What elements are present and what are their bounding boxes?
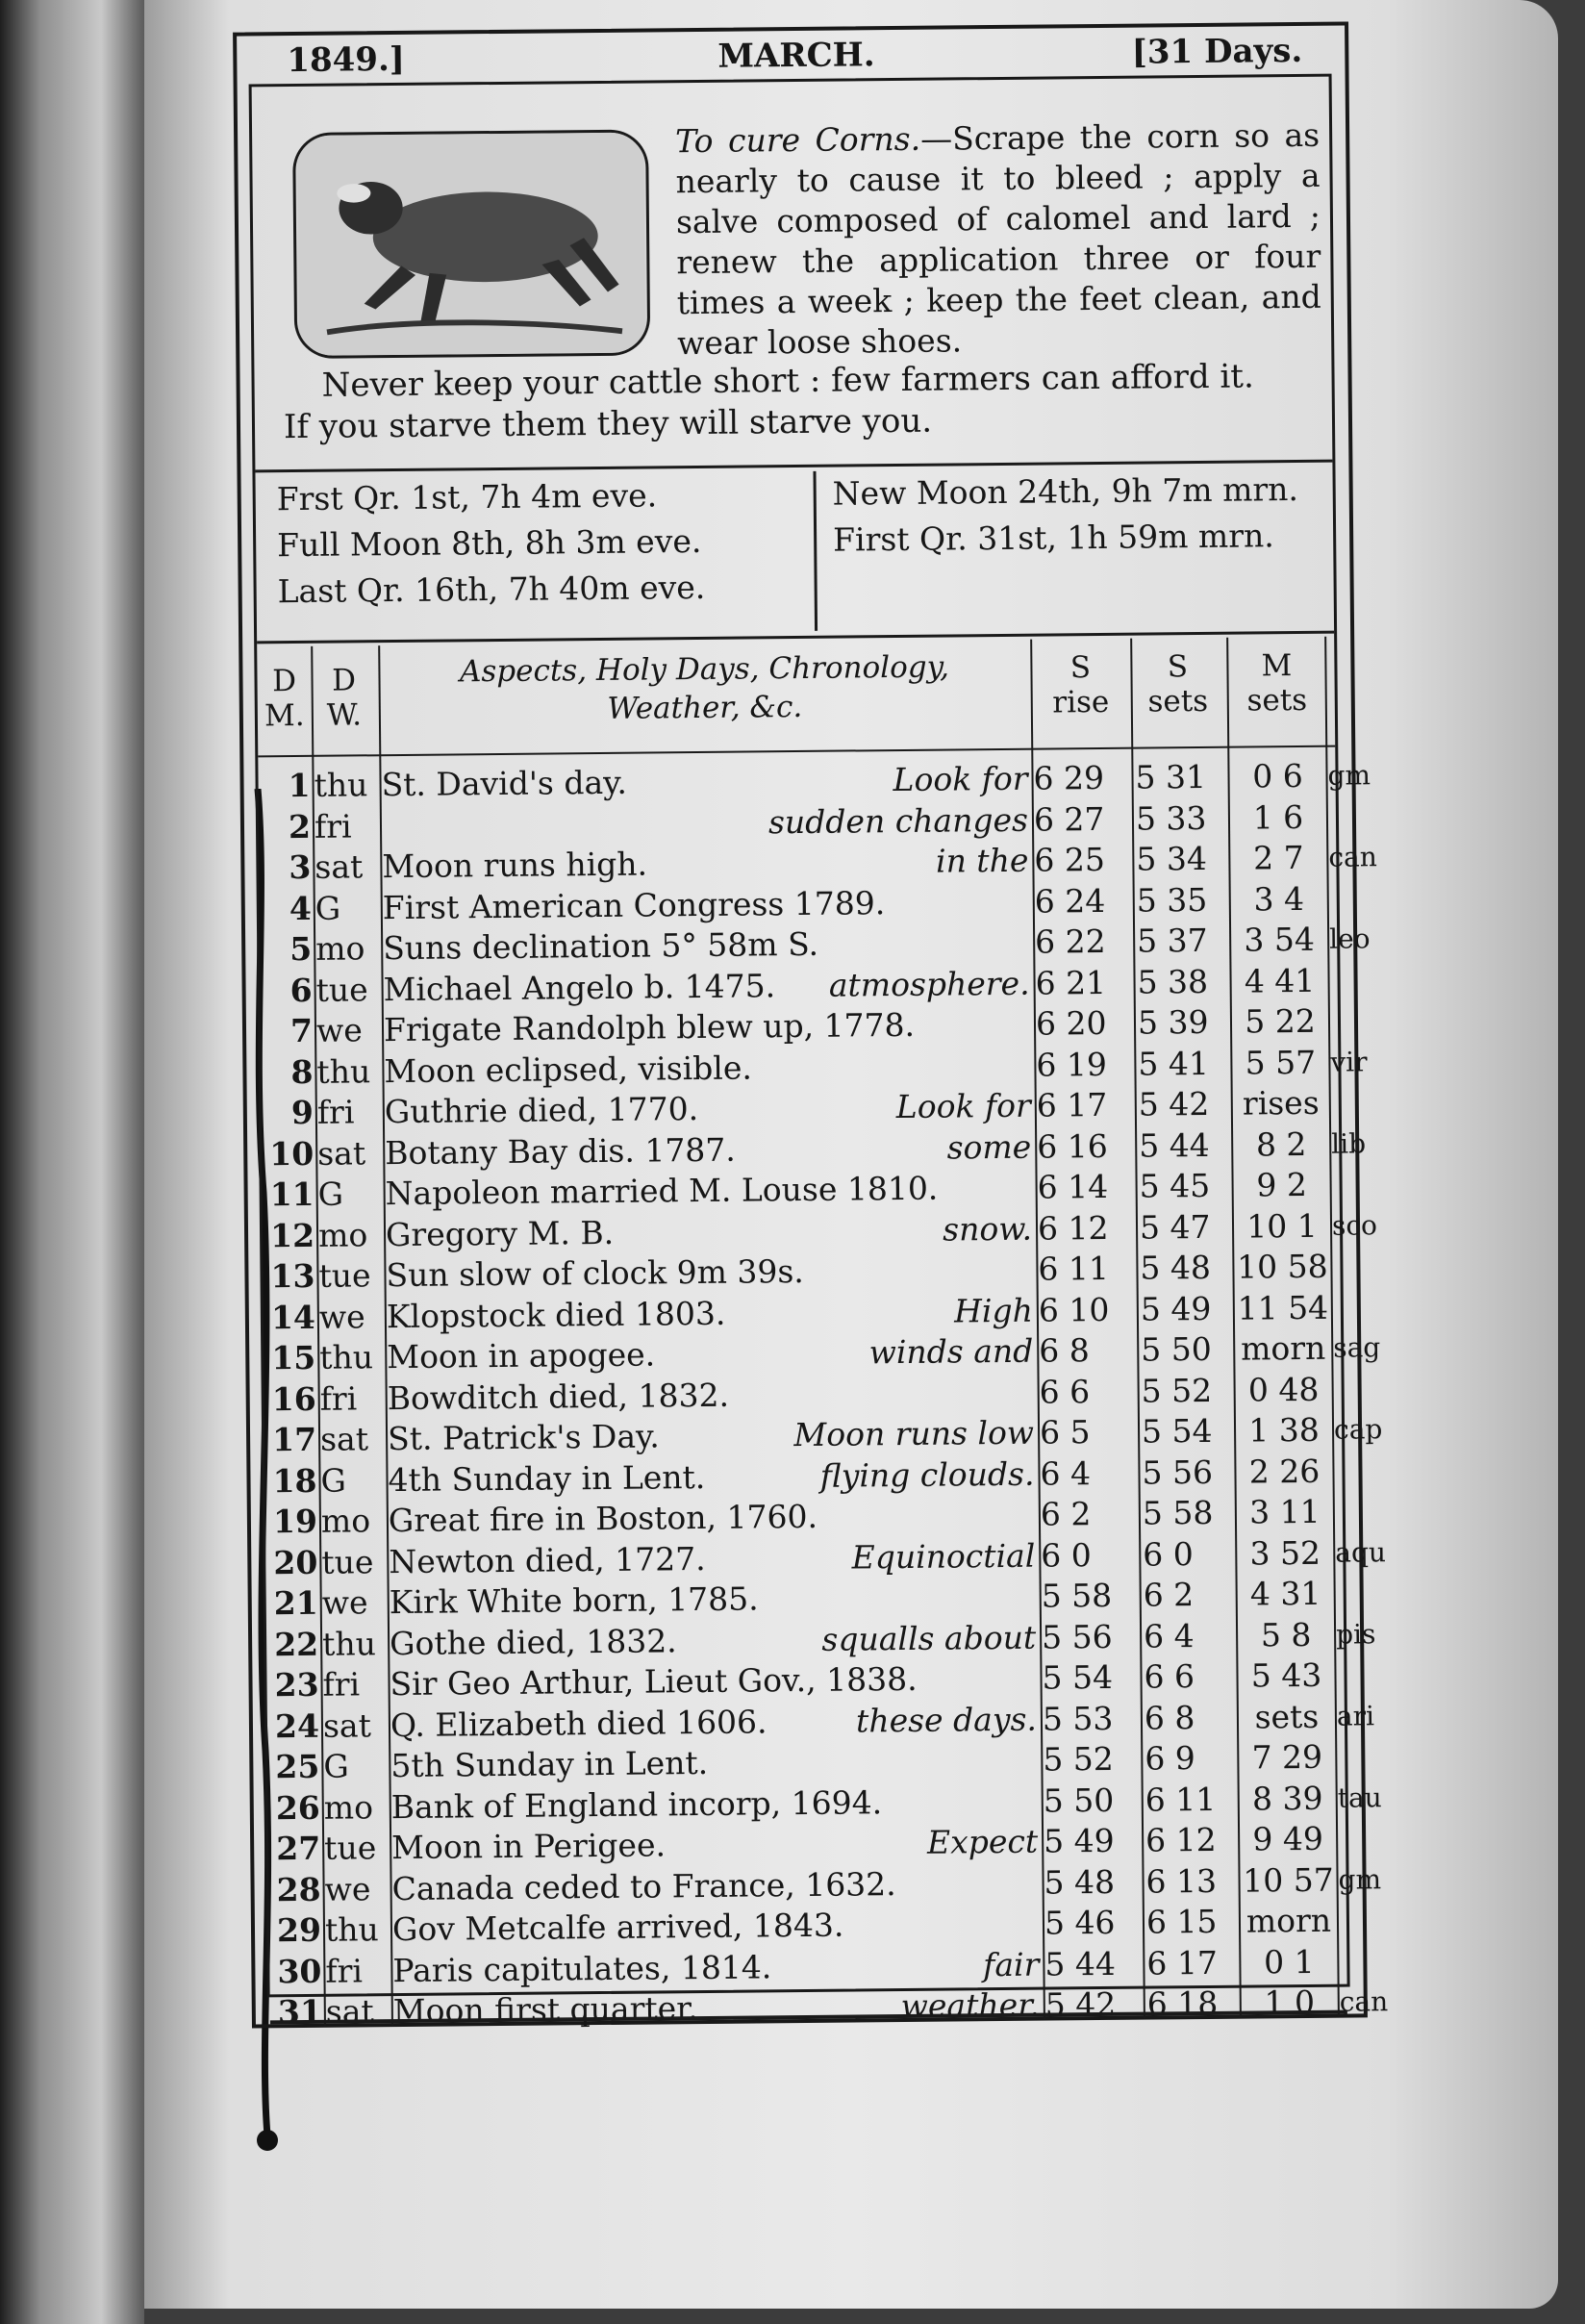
calendar-table [258, 756, 1389, 2034]
day-of-month: 7 [289, 1011, 314, 1050]
phase-first-quarter-31: First Qr. 31st, 1h 59m mrn. [832, 517, 1274, 559]
corn-remedy-text [675, 115, 1321, 364]
sunset-time: 5 52 [1141, 1371, 1213, 1410]
sunrise-time: 5 44 [1044, 1944, 1117, 1983]
zodiac-sign: sag [1333, 1331, 1381, 1364]
day-of-month: 26 [275, 1788, 320, 1827]
farming-maxim [283, 356, 1332, 448]
event-text: Gov Metcalfe arrived, 1843. [391, 1906, 844, 1949]
event-text: 5th Sunday in Lent. [390, 1743, 709, 1785]
sunset-time: 5 48 [1140, 1248, 1212, 1287]
sunrise-time: 5 48 [1044, 1862, 1116, 1902]
sunset-time: 5 54 [1141, 1411, 1213, 1451]
sunset-time: 6 9 [1145, 1739, 1196, 1778]
day-of-month: 5 [289, 929, 313, 969]
sunset-time: 5 31 [1135, 757, 1207, 796]
day-of-week: sat [314, 847, 364, 886]
moonset-time: 9 2 [1256, 1165, 1308, 1204]
sunset-time: 6 11 [1145, 1780, 1217, 1819]
day-of-week: thu [316, 1051, 371, 1091]
day-of-week: tue [315, 970, 368, 1009]
moonset-time: morn [1245, 1901, 1332, 1940]
day-of-week: G [320, 1461, 347, 1500]
sunrise-time: 6 11 [1038, 1249, 1110, 1288]
day-of-week: we [324, 1869, 371, 1908]
sunset-time: 5 49 [1140, 1289, 1212, 1328]
event-text: Great fire in Boston, 1760. [388, 1497, 818, 1540]
day-of-month: 31 [277, 1992, 323, 2032]
moonset-time: 0 48 [1247, 1370, 1320, 1409]
day-of-week: we [315, 1011, 363, 1049]
col-sunset: S sets [1147, 649, 1209, 720]
maxim-line-1: Never keep your cattle short : few farmers can afford it. [321, 357, 1254, 405]
day-of-month: 14 [270, 1298, 316, 1336]
moonset-time: 1 0 [1264, 1983, 1316, 2022]
event-text: Kirk White born, 1785. [389, 1579, 759, 1622]
sunrise-time: 5 42 [1044, 1984, 1117, 2024]
moonset-time: 3 11 [1248, 1492, 1321, 1531]
weather-note: Look for [893, 759, 1028, 799]
almanac-frame [233, 21, 1389, 2032]
sunrise-time: 6 4 [1040, 1453, 1092, 1493]
col-events-2: Weather, &c. [607, 689, 803, 726]
weather-note: weather. [900, 1985, 1040, 2026]
sunrise-time: 6 16 [1037, 1126, 1108, 1166]
sunset-time: 5 42 [1138, 1084, 1210, 1124]
col-day-of-month: D M. [264, 664, 305, 734]
day-of-month: 27 [276, 1829, 321, 1868]
event-text: Moon first quarter. [392, 1989, 698, 2031]
event-text: Suns declination 5° 58m S. [383, 924, 819, 968]
day-of-month: 24 [274, 1706, 320, 1745]
sunset-time: 6 6 [1144, 1657, 1195, 1696]
sunrise-time: 6 8 [1039, 1331, 1090, 1370]
day-of-month: 17 [271, 1420, 317, 1459]
day-of-week: fri [316, 1093, 355, 1131]
sunset-time: 5 34 [1136, 839, 1208, 878]
day-of-week: sat [322, 1705, 372, 1745]
zodiac-sign: ari [1336, 1699, 1375, 1732]
sunset-time: 5 38 [1137, 962, 1209, 1001]
weather-note: squalls about [821, 1618, 1037, 1658]
day-of-week: tue [324, 1829, 377, 1867]
remedy-body: —Scrape the corn so as nearly to cause it to bleed ; apply a salve composed of calomel and lard ; renew the application three or four times a week ; keep the feet clean, and wear loose shoes. [675, 115, 1321, 363]
zodiac-sign: pis [1335, 1617, 1376, 1651]
sunrise-time: 6 24 [1034, 881, 1106, 921]
sunset-time: 5 37 [1136, 921, 1208, 960]
day-of-week: tue [318, 1256, 371, 1295]
event-text: Moon eclipsed, visible. [384, 1048, 753, 1090]
sunrise-time: 6 25 [1034, 840, 1106, 879]
sunrise-time: 6 10 [1038, 1290, 1110, 1329]
day-of-week: thu [314, 766, 368, 804]
sunset-time: 6 18 [1146, 1983, 1219, 2023]
sunrise-time: 6 14 [1037, 1167, 1109, 1206]
sunset-time: 5 33 [1135, 798, 1207, 838]
sunset-time: 6 8 [1144, 1698, 1195, 1737]
day-of-week: mo [315, 929, 365, 968]
sunset-time: 5 39 [1137, 1002, 1209, 1042]
event-text: Moon in apogee. [387, 1335, 656, 1377]
day-of-month: 20 [273, 1543, 318, 1581]
day-of-month: 30 [277, 1952, 322, 1990]
day-of-week: tue [321, 1542, 374, 1581]
day-of-week: sat [317, 1133, 366, 1173]
weather-note: winds and [868, 1331, 1034, 1372]
day-of-month: 22 [274, 1625, 319, 1663]
sunset-time: 5 35 [1136, 880, 1208, 920]
weather-note: atmosphere. [828, 964, 1030, 1004]
moonset-time: 0 6 [1252, 756, 1303, 796]
sunrise-time: 5 50 [1043, 1781, 1115, 1820]
col-moonset: M sets [1246, 648, 1308, 719]
moonset-time: 0 1 [1263, 1942, 1315, 1981]
sunrise-time: 6 2 [1040, 1495, 1092, 1533]
event-text: Michael Angelo b. 1475. [383, 966, 776, 1008]
day-of-month: 25 [275, 1747, 320, 1786]
day-of-month: 15 [271, 1338, 316, 1377]
moon-phases-right [832, 467, 1333, 564]
sunrise-time: 5 54 [1042, 1657, 1114, 1697]
day-of-month: 1 [288, 766, 311, 805]
day-of-month: 6 [289, 971, 313, 1009]
moonset-time: 5 22 [1245, 1001, 1316, 1041]
sunset-time: 5 45 [1139, 1166, 1211, 1205]
sunrise-time: 6 22 [1034, 922, 1106, 961]
sunset-time: 6 17 [1146, 1943, 1219, 1983]
day-of-week: fri [325, 1951, 364, 1990]
moonset-time: 5 43 [1250, 1655, 1322, 1695]
sunrise-time: 6 29 [1033, 758, 1105, 797]
event-text: St. Patrick's Day. [387, 1417, 660, 1458]
zodiac-sign: can [1339, 1985, 1389, 2018]
moonset-time: 11 54 [1237, 1288, 1329, 1327]
day-of-week: sat [325, 1992, 374, 2031]
year-label: 1849.] [287, 39, 406, 81]
day-of-week: sat [319, 1420, 369, 1458]
moonset-time: 2 7 [1252, 838, 1304, 877]
day-of-week: thu [319, 1338, 374, 1377]
event-text: Gothe died, 1832. [389, 1621, 677, 1662]
day-of-week: we [321, 1583, 368, 1622]
weather-note: snow. [942, 1209, 1033, 1249]
day-of-week: we [318, 1297, 365, 1336]
day-of-week: G [317, 1175, 344, 1213]
weather-note: in the [935, 841, 1029, 880]
moonset-time: 8 39 [1251, 1779, 1323, 1818]
moonset-time: 4 41 [1244, 961, 1316, 1000]
event-text: 4th Sunday in Lent. [388, 1457, 706, 1499]
event-text: Frigate Randolph blew up, 1778. [383, 1005, 916, 1049]
sunrise-time: 6 27 [1033, 799, 1105, 839]
moonset-time: rises [1242, 1083, 1320, 1123]
day-of-month: 29 [276, 1910, 322, 1950]
moonset-time: 3 4 [1253, 879, 1305, 918]
sunrise-time: 6 17 [1036, 1085, 1108, 1124]
day-of-week: fri [322, 1665, 361, 1704]
moon-phases-left [277, 471, 797, 615]
sunrise-time: 6 12 [1037, 1208, 1109, 1248]
day-of-month: 10 [269, 1134, 314, 1173]
zodiac-sign: leo [1329, 922, 1371, 955]
moonset-time: 1 6 [1252, 797, 1304, 836]
day-of-month: 16 [271, 1379, 316, 1418]
event-text: Sun slow of clock 9m 39s. [386, 1251, 804, 1295]
day-of-month: 8 [290, 1052, 314, 1091]
day-of-week: G [314, 889, 341, 927]
sunset-time: 5 50 [1141, 1329, 1212, 1369]
moonset-time: 10 58 [1236, 1247, 1328, 1286]
header-rule [258, 745, 1335, 758]
moonset-time: 2 26 [1248, 1452, 1321, 1491]
moonset-time: 5 57 [1245, 1043, 1317, 1082]
calendar-box [249, 74, 1389, 2032]
moonset-time: 3 54 [1244, 920, 1316, 959]
zodiac-sign: sco [1331, 1208, 1378, 1242]
sheep-woodcut [292, 129, 650, 359]
moonset-time: morn [1240, 1328, 1326, 1368]
zodiac-sign: tau [1337, 1781, 1382, 1814]
weather-note: some [946, 1127, 1032, 1167]
sheep-icon [295, 133, 647, 356]
col-day-of-week: D W. [326, 663, 363, 733]
col-sunrise: S rise [1052, 650, 1110, 720]
phases-divider [813, 471, 818, 631]
day-of-month: 18 [272, 1461, 317, 1500]
event-text: St. David's day. [381, 763, 628, 804]
event-text: Paris capitulates, 1814. [392, 1947, 772, 1989]
sunrise-time: 5 53 [1042, 1699, 1114, 1738]
event-text: Newton died, 1727. [389, 1539, 706, 1580]
sunset-time: 6 13 [1145, 1861, 1218, 1901]
sunrise-time: 5 52 [1043, 1739, 1115, 1779]
event-text: Botany Bay dis. 1787. [385, 1130, 737, 1172]
sunset-time: 6 0 [1143, 1534, 1194, 1574]
day-of-month: 21 [273, 1583, 318, 1623]
day-of-month: 23 [274, 1665, 319, 1705]
day-of-month: 13 [270, 1256, 315, 1296]
weather-note: Expect [926, 1822, 1039, 1861]
sunrise-time: 5 56 [1041, 1617, 1113, 1656]
event-text: Guthrie died, 1770. [384, 1090, 699, 1131]
day-of-week: mo [320, 1502, 371, 1540]
moonset-time: 7 29 [1251, 1737, 1323, 1777]
day-of-week: thu [324, 1910, 379, 1949]
day-of-month: 9 [290, 1093, 314, 1132]
weather-note: Look for [895, 1086, 1032, 1126]
event-text: Gregory M. B. [385, 1213, 615, 1253]
weather-note: fair [982, 1945, 1040, 1983]
moonset-time: 8 2 [1255, 1124, 1307, 1163]
phase-first-quarter: Frst Qr. 1st, 7h 4m eve. [276, 476, 658, 518]
event-text: Klopstock died 1803. [386, 1294, 726, 1335]
sunrise-time: 5 58 [1041, 1576, 1113, 1615]
event-text: First American Congress 1789. [382, 883, 886, 926]
weather-note: sudden changes [767, 800, 1029, 841]
phase-full-moon: Full Moon 8th, 8h 3m eve. [276, 521, 702, 565]
event-text: Moon runs high. [382, 845, 648, 886]
weather-note: Moon runs low [793, 1413, 1035, 1454]
moonset-time: 1 38 [1248, 1410, 1320, 1450]
sunrise-time: 6 21 [1035, 963, 1107, 1002]
sunset-time: 5 56 [1142, 1452, 1214, 1492]
sunset-time: 5 41 [1138, 1044, 1210, 1083]
sunrise-time: 5 46 [1044, 1903, 1116, 1942]
sunrise-time: 6 19 [1036, 1045, 1108, 1084]
day-of-week: mo [323, 1787, 374, 1827]
sunset-time: 5 47 [1139, 1207, 1211, 1247]
moonset-time: 9 49 [1252, 1819, 1324, 1858]
event-text: Moon in Perigee. [391, 1826, 667, 1867]
zodiac-sign: aqu [1335, 1535, 1387, 1569]
zodiac-sign: cap [1333, 1413, 1383, 1446]
sunset-time: 6 12 [1145, 1820, 1217, 1859]
phase-last-quarter: Last Qr. 16th, 7h 40m eve. [277, 568, 706, 611]
day-of-month: 3 [289, 847, 312, 887]
day-of-week: mo [317, 1215, 368, 1254]
day-of-week: G [323, 1747, 349, 1785]
sunset-time: 5 58 [1142, 1493, 1214, 1532]
moonset-time: 4 31 [1249, 1574, 1321, 1613]
day-of-week: fri [319, 1378, 358, 1418]
weather-note: flying clouds. [819, 1454, 1035, 1495]
sunrise-time: 6 0 [1041, 1535, 1092, 1575]
event-text: Q. Elizabeth died 1606. [390, 1702, 767, 1744]
remedy-title: To cure Corns. [674, 119, 921, 161]
event-text: Canada ceded to France, 1632. [391, 1864, 896, 1907]
sunset-time: 6 4 [1143, 1616, 1195, 1655]
divider-bottom [257, 631, 1334, 644]
sunrise-time: 6 20 [1035, 1003, 1107, 1043]
maxim-line-2: If you starve them they will starve you. [283, 401, 933, 447]
moonset-time: 10 1 [1246, 1206, 1318, 1246]
sunrise-time: 6 5 [1039, 1413, 1091, 1452]
zodiac-sign: gm [1338, 1862, 1382, 1896]
moonset-time: 10 57 [1243, 1860, 1334, 1900]
day-of-week: fri [314, 806, 352, 846]
weather-note: Equinoctial [851, 1536, 1036, 1577]
day-of-month: 19 [272, 1502, 318, 1541]
sunset-time: 6 15 [1145, 1902, 1218, 1941]
zodiac-sign: gm [1327, 759, 1371, 792]
moonset-time: sets [1254, 1697, 1320, 1735]
event-text: Sir Geo Arthur, Lieut Gov., 1838. [390, 1659, 918, 1704]
zodiac-sign: lib [1331, 1126, 1367, 1160]
weather-note: these days. [855, 1700, 1038, 1739]
day-of-month: 2 [288, 807, 312, 846]
zodiac-sign: can [1328, 841, 1377, 873]
moonset-time: 5 8 [1260, 1615, 1312, 1654]
day-of-month: 28 [276, 1870, 321, 1908]
day-of-month: 12 [269, 1216, 315, 1254]
sunset-time: 6 2 [1143, 1576, 1195, 1614]
phase-new-moon: New Moon 24th, 9h 7m mrn. [832, 470, 1299, 513]
sunset-time: 5 44 [1139, 1125, 1210, 1165]
event-text: Bank of England incorp, 1694. [390, 1782, 883, 1826]
previous-page-edge [0, 0, 144, 2324]
zodiac-sign: vir [1330, 1045, 1368, 1078]
event-text: Napoleon married M. Louse 1810. [385, 1169, 939, 1213]
event-text: Bowditch died, 1832. [387, 1376, 730, 1417]
moonset-time: 3 52 [1249, 1533, 1321, 1573]
day-of-month: 4 [289, 889, 312, 927]
day-of-month: 11 [269, 1175, 314, 1214]
month-title: MARCH. [717, 36, 875, 76]
days-count: [31 Days. [1131, 31, 1303, 72]
weather-note: High [953, 1291, 1034, 1329]
day-of-week: thu [321, 1624, 377, 1663]
sunrise-time: 5 49 [1043, 1821, 1115, 1860]
col-events-1: Aspects, Holy Days, Chronology, [459, 649, 950, 690]
sunrise-time: 6 6 [1039, 1372, 1091, 1411]
